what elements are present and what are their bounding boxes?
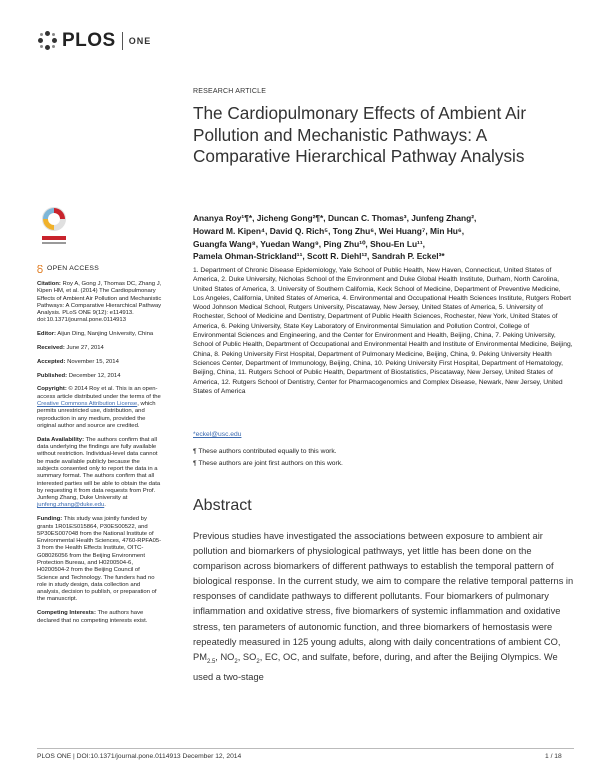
journal-name: ONE xyxy=(128,36,152,46)
editor: Editor: Aijun Ding, Nanjing University, China xyxy=(37,331,154,338)
author-line: Howard M. Kipen⁴, David Q. Rich⁵, Tong Zhu⁶, Wei Huang⁷, Min Hu⁶, xyxy=(193,225,465,236)
page-number: 1 / 18 xyxy=(545,753,562,760)
logo-divider xyxy=(122,32,123,50)
open-access-badge xyxy=(37,265,162,273)
competing-interests: Competing Interests: The authors have declared that no competing interests exist. xyxy=(37,610,148,624)
crossmark-icon[interactable] xyxy=(40,206,68,250)
data-availability: Data Availability: The authors confirm that all data underlying the findings are fully available without restriction. Individual-level data cannot be made available publicly because the subjects consented only to report the data in a summary format. The authors confirm that all interested parties will be able to obtain the data by requesting it from data requests from Prof. Junfeng Zhang, Duke University at junfeng.zhang@duke.edu. xyxy=(37,436,161,509)
data-email-link[interactable]: junfeng.zhang@duke.edu xyxy=(37,502,105,509)
author-notes xyxy=(193,446,573,469)
article-info-sidebar xyxy=(37,265,162,631)
author-line: Pamela Ohman-Strickland¹¹, Scott R. Diehl¹², Sandrah P. Eckel³* xyxy=(193,251,445,262)
footer-citation: PLOS ONE | DOI:10.1371/journal.pone.0114913 December 12, 2014 xyxy=(37,753,242,760)
plos-dots-icon xyxy=(38,31,58,51)
plos-logo[interactable] xyxy=(38,30,151,52)
published-date: Published: December 12, 2014 xyxy=(37,372,121,379)
author-note: ¶ These authors are joint first authors on this work. xyxy=(193,459,343,467)
copyright: Copyright: © 2014 Roy et al. This is an open-access article distributed under the terms of the Creative Commons Attribution License, which permits unrestricted use, distribution, and reproduction in any medium, provided the original author and source are credited. xyxy=(37,386,161,429)
abstract-heading: Abstract xyxy=(193,497,252,514)
abstract-text: Previous studies have investigated the associations between exposure to ambient air pollution and biomarkers of physiological pathways, yet little has been done on the comparison across biomarkers of different pathways to establish the temporal pattern of biological response. In the current study, we aim to compare the relative temporal patterns in responses of candidate pathways to different pollutants. Four biomarkers of pulmonary inflammation and oxidative stress, five biomarkers of systemic inflammation and oxidative stress, ten parameters of autonomic function, and three biomarkers of hemostasis were repeatedly measured in 125 young adults, along with daily concentrations of ambient CO, $PM_{2.5}$, $NO_2$, $SO_2$, EC, OC, and sulfate, before, during, and after the Beijing Olympics. We used a two-stage xyxy=(193,531,574,682)
open-access-label: OPEN ACCESS xyxy=(47,265,100,273)
funding: Funding: This study was jointly funded by grants 1R01ES015864, P30ES00522, and 5P30ES007048 from the National Institute of Environmental Health Sciences, 4760-RPFA05-3 from the Health Effects Institute, OITC-G08026056 from the Beijing Environment Protection Bureau, and H0200504-6, H0200504-2 from the Beijing Council of Science and Technology. The funders had no role in study design, data collection and analysis, decision to publish, or preparation of the manuscript. xyxy=(37,516,162,603)
author-line: Ananya Roy¹¶*, Jicheng Gong²¶*, Duncan C. Thomas³, Junfeng Zhang², xyxy=(193,213,477,223)
logo-text: PLOS xyxy=(62,30,116,51)
footer-divider xyxy=(37,748,574,749)
license-link[interactable]: Creative Commons Attribution License xyxy=(37,401,138,408)
received-date: Received: June 27, 2014 xyxy=(37,345,104,352)
author-line: Guangfa Wang⁸, Yuedan Wang⁹, Ping Zhu¹⁰, Shou-En Lu¹¹, xyxy=(193,238,425,249)
accepted-date: Accepted: November 15, 2014 xyxy=(37,358,119,365)
affiliations: 1. Department of Chronic Disease Epidemiology, Yale School of Public Health, New Haven, Connecticut, United States of America, 2. Duke University, Nicholas School of the Environment and Duke Global Health Institute, Durham, North Carolina, United States of America, 3. University of Southern California, Keck School of Medicine, Department of Preventive Medicine, Los Angeles, California, United States of America, 4. Environmental and Occupational Health Sciences Institute, Rutgers Robert Wood Johnson Medical School, Rutgers University, Piscataway, New Jersey, United States of America, 5. University of Rochester, School of Medicine and Dentistry, Department of Public Health Sciences, Rochester, New York, United States of America, 6. Peking University, State Key Laboratory of Environmental Simulation and Pollution Control, College of Environmental Sciences and Engineering, and the Center for Environment and Health, Beijing, China, 7. Peking University, School of Public Health, Department of Occupational and Environmental Health and Institute of Environmental Medicine, Beijing, China, 8. Peking University First Hospital, Department of Pulmonary Medicine, Beijing, China, 9. Peking University Health Sciences Center, Department of Immunology, Beijing, China, 10. Peking University First Hospital, Department of Hematology, Beijing, China, 11. Rutgers School of Public Health, Department of Biostatistics, Piscataway, New Jersey, United States of America, 12. Rutgers School of Dentistry, Center for Pharmacogenomics and Complex Disease, Newark, New Jersey, United States of America xyxy=(193,267,573,395)
article-type-label: RESEARCH ARTICLE xyxy=(193,88,267,95)
article-title: The Cardiopulmonary Effects of Ambient Air Pollution and Mechanistic Pathways: A Comparative Hierarchical Pathway Analysis xyxy=(193,103,527,166)
author-list xyxy=(193,212,573,263)
corresponding-email[interactable] xyxy=(193,431,573,438)
open-lock-icon xyxy=(37,265,43,273)
citation: Citation: Roy A, Gong J, Thomas DC, Zhang J, Kipen HM, et al. (2014) The Cardiopulmonary Effects of Ambient Air Pollution and Mechanistic Pathways: A Comparative Hierarchical Pathway Analysis. PLoS ONE 9(12): e114913. doi:10.1371/journal.pone.0114913 xyxy=(37,281,162,324)
author-note: ¶ These authors contributed equally to this work. xyxy=(193,448,337,455)
email-link[interactable]: *eckel@usc.edu xyxy=(193,431,242,438)
